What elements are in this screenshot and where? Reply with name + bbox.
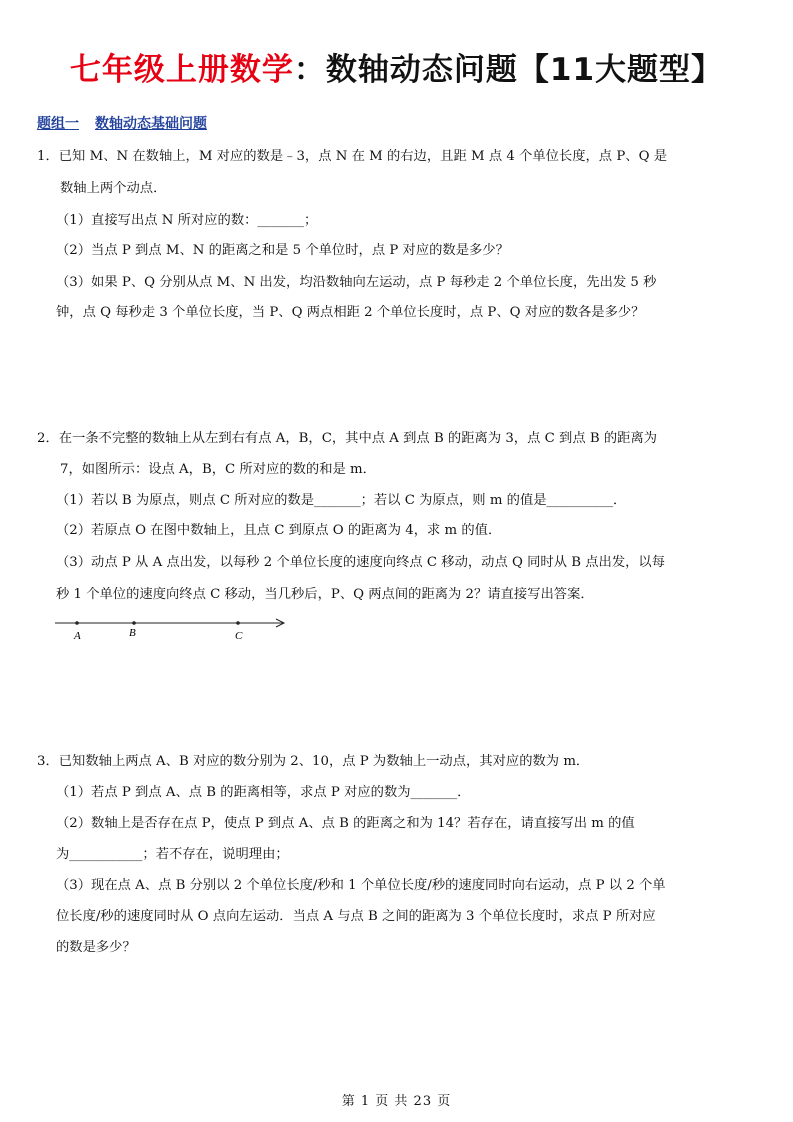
point-b-dot: [132, 621, 136, 625]
title-subject: 数学: [229, 52, 294, 88]
point-a-dot: [75, 621, 79, 625]
point-c-label: C: [235, 630, 243, 642]
number-line-figure: [55, 612, 295, 652]
q1-part-3-cont: 钟，点 Q 每秒走 3 个单位长度，当 P、Q 两点相距 2 个单位长度时，点 P、Q 对应的数各是多少？: [56, 305, 645, 320]
q3-part-2: （2）数轴上是否存在点 P，使点 P 到点 A、点 B 的距离之和为 14？若存在，请直接写出 m 的值: [56, 816, 635, 831]
title-grade: 七年级上册: [69, 52, 230, 88]
q2-part-2: （2）若原点 O 在图中数轴上，且点 C 到原点 O 的距离为 4，求 m 的值．: [56, 523, 502, 538]
q3-part-3-end: 的数是多少？: [56, 940, 136, 955]
q1-line-2: 数轴上两个动点．: [60, 181, 167, 196]
q1-line-1: 1．已知 M、N 在数轴上，M 对应的数是﹣3，点 N 在 M 的右边，且距 M 点 4 个单位长度，点 P、Q 是: [37, 149, 667, 164]
q1-part-3: （3）如果 P、Q 分别从点 M、N 出发，均沿数轴向左运动，点 P 每秒走 2 个单位长度，先出发 5 秒: [56, 275, 657, 290]
point-c-dot: [236, 621, 240, 625]
page-title: [0, 44, 793, 89]
q2-part-3-cont: 秒 1 个单位的速度向终点 C 移动，当几秒后，P、Q 两点间的距离为 2？请直接写出答案．: [56, 587, 594, 602]
q1-part-2: （2）当点 P 到点 M、N 的距离之和是 5 个单位时，点 P 对应的数是多少？: [56, 243, 509, 258]
q2-line-1: 2．在一条不完整的数轴上从左到右有点 A，B，C，其中点 A 到点 B 的距离为 3，点 C 到点 B 的距离为: [37, 431, 658, 446]
q3-line-1: 3．已知数轴上两点 A、B 对应的数分别为 2、10，点 P 为数轴上一动点，其对应的数为 m．: [37, 754, 590, 769]
group-label: 题组一: [37, 116, 79, 132]
q2-part-3: （3）动点 P 从 A 点出发，以每秒 2 个单位长度的速度向终点 C 移动，动点 Q 同时从 B 点出发，以每: [56, 555, 666, 570]
point-b-label: B: [129, 627, 136, 639]
q1-part-1: （1）直接写出点 N 所对应的数：_______；: [56, 213, 318, 228]
q3-part-2-cont: 为___________；若不存在，说明理由；: [56, 847, 289, 862]
title-topic: ：数轴动态问题【11大题型】: [293, 52, 724, 88]
group-name: 数轴动态基础问题: [95, 116, 207, 132]
q3-part-3-cont: 位长度/秒的速度同时从 O 点向左运动．当点 A 与点 B 之间的距离为 3 个单位长度时，求点 P 所对应: [56, 909, 656, 924]
point-a-label: A: [74, 630, 81, 642]
page-footer: 第 1 页 共 23 页: [341, 1094, 452, 1109]
group-heading: [37, 113, 207, 133]
q3-part-1: （1）若点 P 到点 A、点 B 的距离相等，求点 P 对应的数为_______．: [56, 785, 471, 800]
q3-part-3: （3）现在点 A、点 B 分别以 2 个单位长度/秒和 1 个单位长度/秒的速度同时向右运动，点 P 以 2 个单: [56, 878, 666, 893]
q2-line-2: 7，如图所示：设点 A，B，C 所对应的数的和是 m．: [60, 462, 376, 477]
q2-part-1: （1）若以 B 为原点，则点 C 所对应的数是_______；若以 C 为原点，则 m 的值是__________．: [56, 493, 627, 508]
